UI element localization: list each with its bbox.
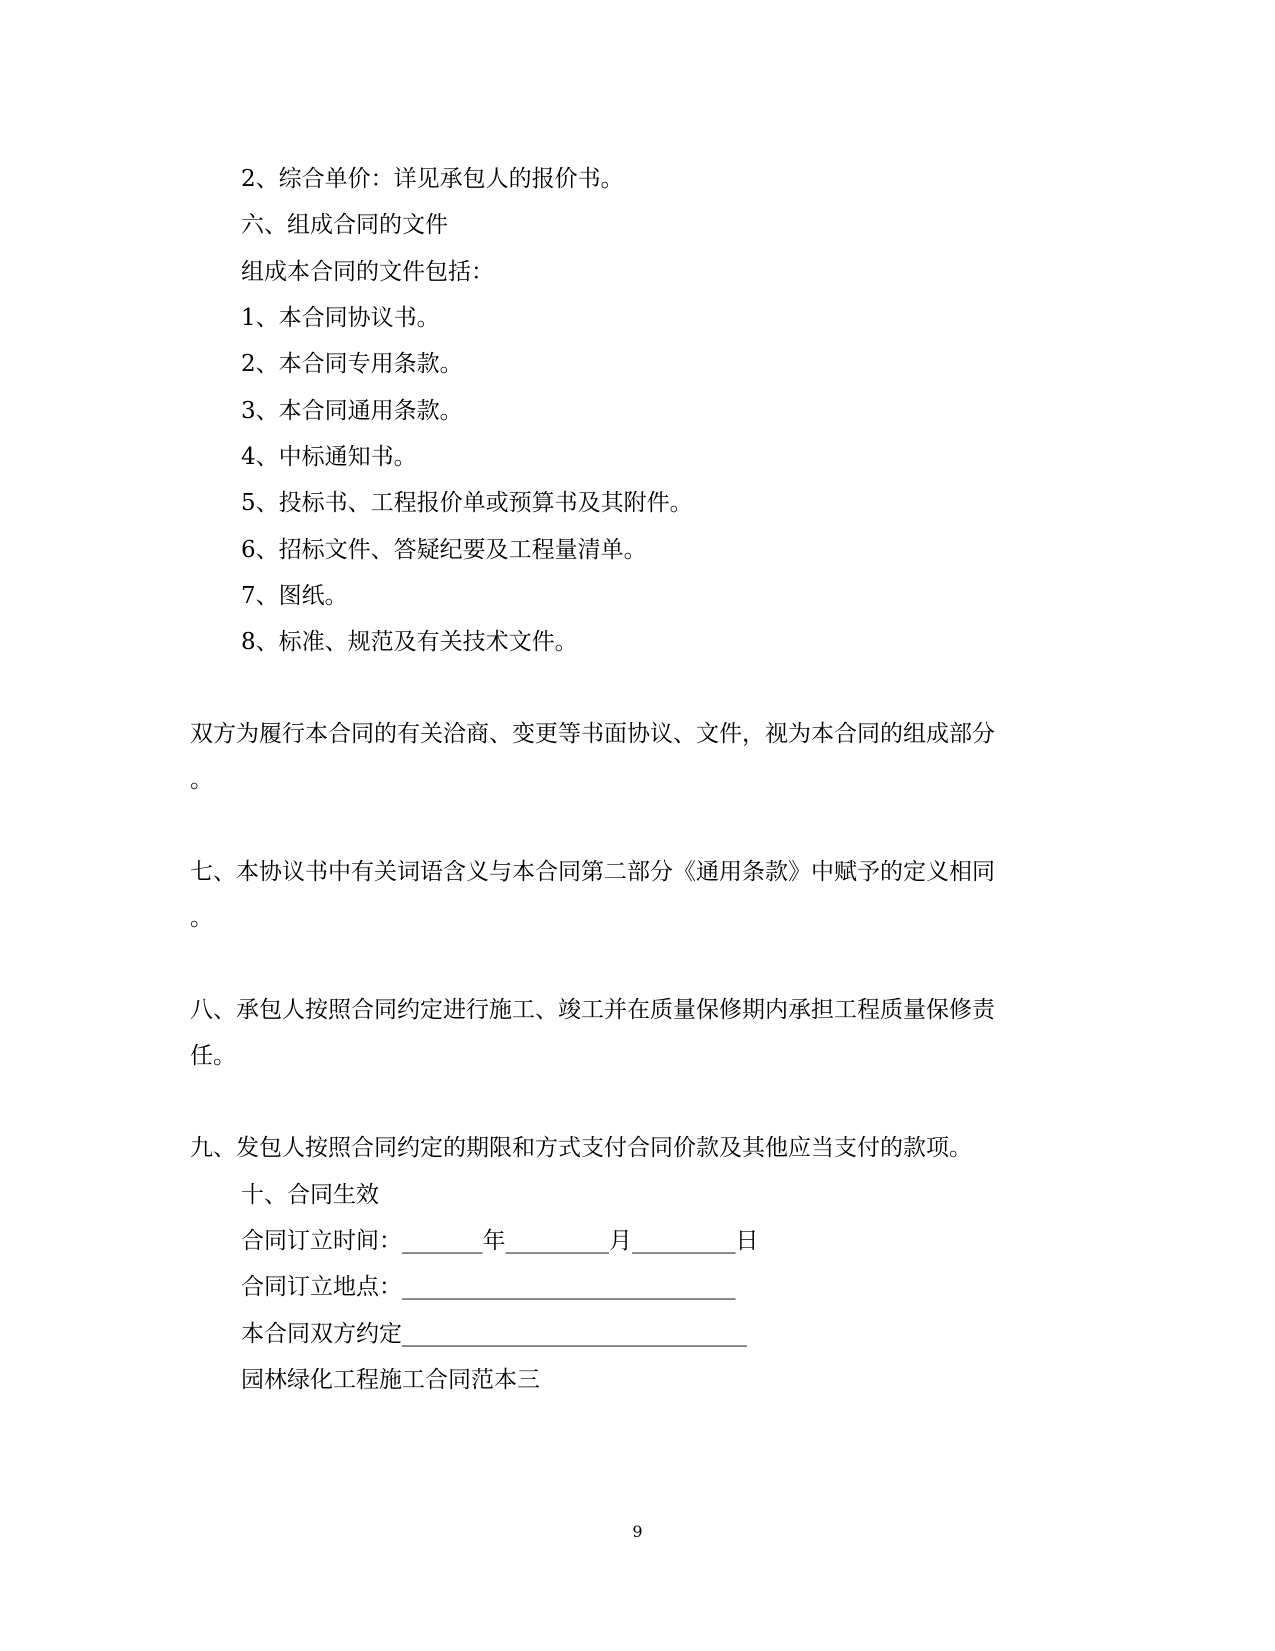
text-line: 组成本合同的文件包括： bbox=[241, 259, 494, 285]
section-paragraph: 七、本协议书中有关词语含义与本合同第二部分《通用条款》中赋予的定义相同 bbox=[190, 859, 995, 885]
section-heading: 六、组成合同的文件 bbox=[241, 212, 448, 238]
signing-date-line: 合同订立时间：_______年_________月_________日 bbox=[241, 1228, 759, 1254]
section-heading: 十、合同生效 bbox=[241, 1182, 379, 1208]
paragraph-line: 任。 bbox=[190, 1043, 236, 1069]
agreement-line: 本合同双方约定______________________________ bbox=[241, 1321, 747, 1347]
signing-place-line: 合同订立地点：_____________________________ bbox=[241, 1274, 736, 1300]
section-paragraph: 九、发包人按照合同约定的期限和方式支付合同价款及其他应当支付的款项。 bbox=[190, 1135, 972, 1161]
list-item: 3、本合同通用条款。 bbox=[241, 398, 463, 424]
list-item: 6、招标文件、答疑纪要及工程量清单。 bbox=[241, 537, 647, 563]
list-item: 1、本合同协议书。 bbox=[241, 305, 440, 331]
next-document-title: 园林绿化工程施工合同范本三 bbox=[241, 1367, 540, 1393]
list-item: 2、本合同专用条款。 bbox=[241, 351, 463, 377]
list-item: 7、图纸。 bbox=[241, 583, 348, 609]
paragraph-line: 。 bbox=[190, 905, 213, 931]
paragraph-line: 。 bbox=[190, 767, 213, 793]
list-item: 5、投标书、工程报价单或预算书及其附件。 bbox=[241, 490, 693, 516]
page-number: 9 bbox=[632, 1522, 643, 1541]
text-line: 2、综合单价：详见承包人的报价书。 bbox=[241, 166, 624, 192]
section-paragraph: 八、承包人按照合同约定进行施工、竣工并在质量保修期内承担工程质量保修责 bbox=[190, 997, 995, 1023]
list-item: 8、标准、规范及有关技术文件。 bbox=[241, 629, 578, 655]
list-item: 4、中标通知书。 bbox=[241, 444, 417, 470]
paragraph-line: 双方为履行本合同的有关洽商、变更等书面协议、文件，视为本合同的组成部分 bbox=[190, 721, 995, 747]
